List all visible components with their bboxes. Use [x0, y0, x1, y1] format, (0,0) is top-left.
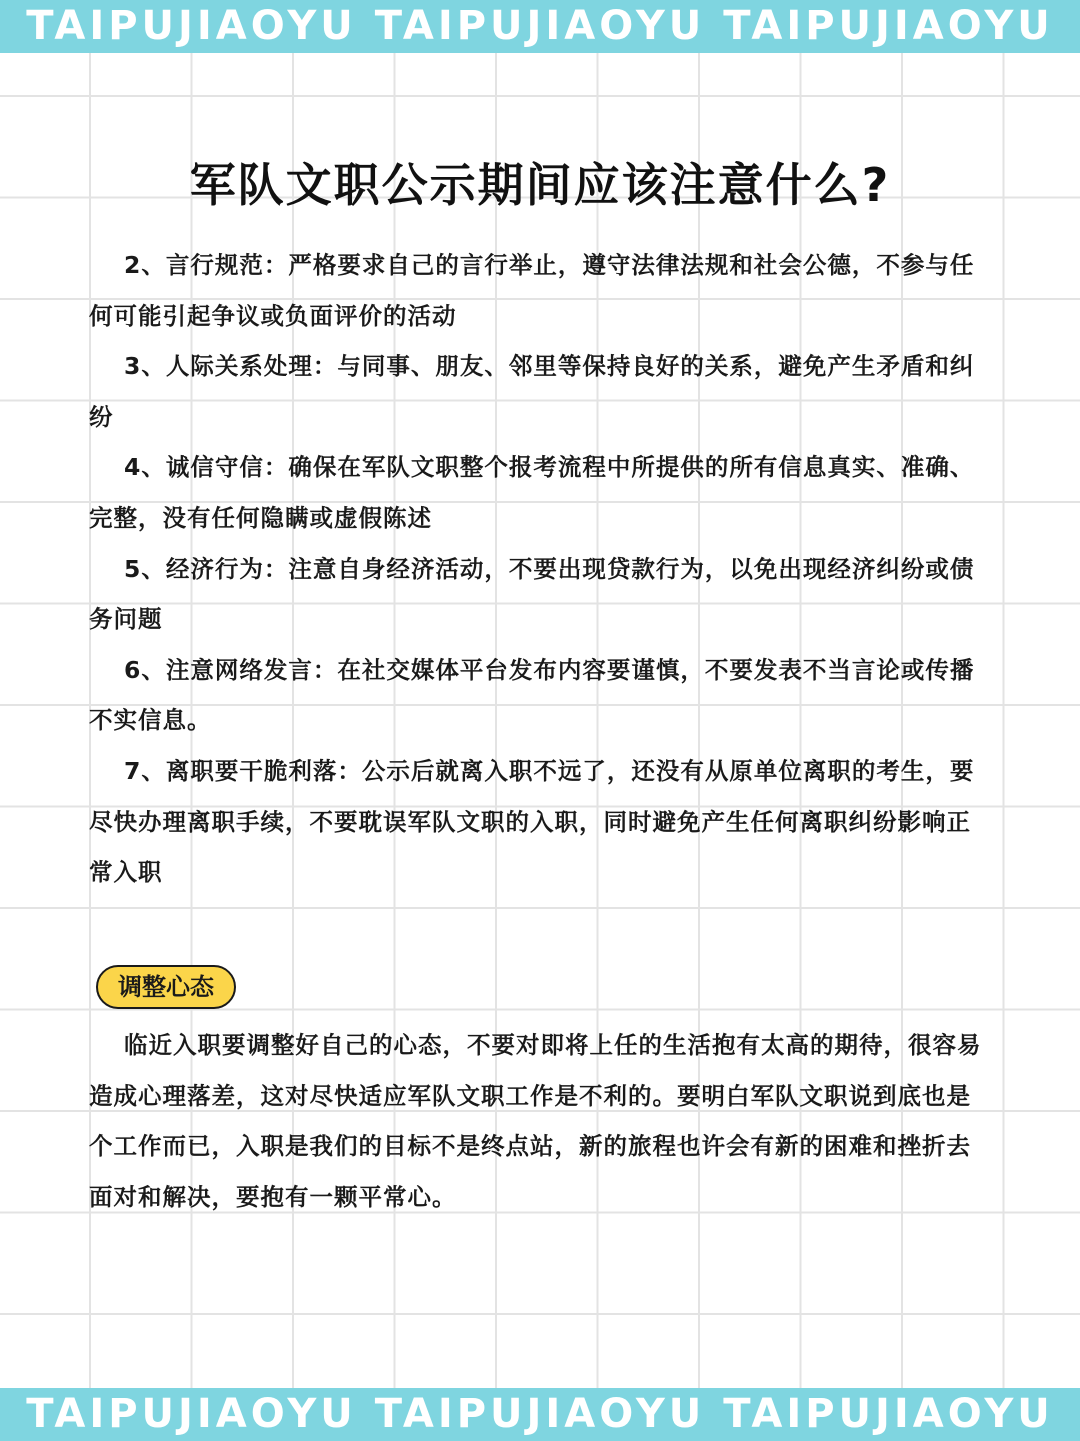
tip-item: 5、经济行为：注意自身经济活动，不要出现贷款行为，以免出现经济纠纷或债务问题	[89, 554, 975, 634]
tip-item: 6、注意网络发言：在社交媒体平台发布内容要谨慎，不要发表不当言论或传播不实信息。	[89, 655, 975, 735]
tip-item: 4、诚信守信：确保在军队文职整个报考流程中所提供的所有信息真实、准确、完整，没有任何隐瞒或虚假陈述	[89, 453, 975, 532]
tip-item: 3、人际关系处理：与同事、朋友、邻里等保持良好的关系，避免产生矛盾和纠纷	[89, 352, 975, 431]
section-body	[89, 1020, 991, 1222]
tips-list	[89, 240, 991, 898]
tip-item: 2、言行规范：严格要求自己的言行举止，遵守法律法规和社会公德，不参与任何可能引起争议或负面评价的活动	[89, 251, 975, 330]
bottom-banner: TAIPUJIAOYU TAIPUJIAOYU TAIPUJIAOYU	[0, 1388, 1080, 1441]
tip-item: 7、离职要干脆利落：公示后就离入职不远了，还没有从原单位离职的考生，要尽快办理离职手续，不要耽误军队文职的入职，同时避免产生任何离职纠纷影响正常入职	[89, 756, 975, 887]
top-banner: TAIPUJIAOYU TAIPUJIAOYU TAIPUJIAOYU	[0, 0, 1080, 53]
page-title: 军队文职公示期间应该注意什么?	[189, 158, 891, 212]
section-badge: 调整心态	[96, 965, 236, 1009]
section-paragraph: 临近入职要调整好自己的心态，不要对即将上任的生活抱有太高的期待，很容易造成心理落差，这对尽快适应军队文职工作是不利的。要明白军队文职说到底也是个工作而已，入职是我们的目标不是终点站，新的旅程也许会有新的困难和挫折去面对和解决，要抱有一颗平常心。	[89, 1031, 982, 1211]
